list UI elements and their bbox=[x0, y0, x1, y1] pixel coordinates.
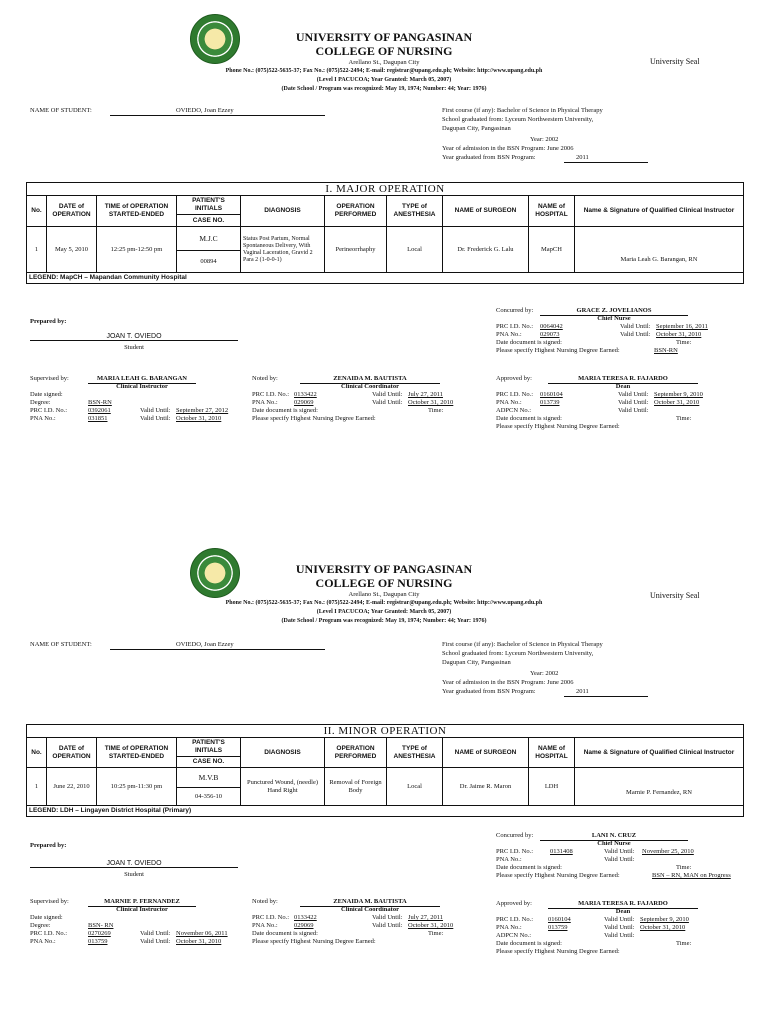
col-instructor: Name & Signature of Qualified Clinical Instructor bbox=[575, 738, 744, 768]
col-operation: OPERATION PERFORMED bbox=[325, 196, 387, 227]
form-minor-operation bbox=[0, 536, 768, 1024]
header-row bbox=[27, 196, 744, 215]
concurred-pna-valid-label: Valid Until: bbox=[604, 856, 635, 863]
col-anesthesia: TYPE of ANESTHESIA bbox=[387, 738, 443, 768]
col-instructor: Name & Signature of Qualified Clinical Instructor bbox=[575, 196, 744, 227]
year-graduated: 2011 bbox=[564, 154, 648, 163]
noted-pna-label: PNA No.: bbox=[252, 922, 278, 929]
approved-prc-valid: September 9, 2010 bbox=[640, 916, 689, 923]
concurred-name: LANI N. CRUZ bbox=[540, 832, 688, 841]
col-case-no: CASE NO. bbox=[177, 757, 241, 768]
approved-prc-label: PRC I.D. No.: bbox=[496, 916, 534, 923]
approved-date-signed: Date document is signed: bbox=[496, 940, 562, 947]
row-initials: M.J.C bbox=[177, 227, 241, 251]
minor-operation-table bbox=[26, 724, 744, 817]
col-hospital: NAME of HOSPITAL bbox=[529, 196, 575, 227]
supervised-prc-valid-label: Valid Until: bbox=[140, 407, 171, 414]
supervised-role: Clinical Instructor bbox=[116, 906, 168, 913]
supervised-prc: 0392061 bbox=[88, 407, 111, 414]
university-seal-logo bbox=[190, 14, 240, 64]
seal-label: University Seal bbox=[650, 591, 700, 600]
supervised-pna-valid: October 31, 2010 bbox=[176, 938, 222, 945]
table-row bbox=[27, 768, 744, 788]
first-course: First course (if any): Bachelor of Science in Physical Therapy bbox=[442, 641, 603, 648]
approved-pna-valid: October 31, 2010 bbox=[654, 399, 700, 406]
concurred-prc-valid-label: Valid Until: bbox=[604, 848, 635, 855]
concurred-prc-valid: September 16, 2011 bbox=[656, 323, 708, 330]
concurred-role: Chief Nurse bbox=[597, 315, 631, 322]
supervised-prc-label: PRC I.D. No.: bbox=[30, 407, 68, 414]
noted-degree-label: Please specify Highest Nursing Degree Earned: bbox=[252, 415, 376, 422]
school-graduated: School graduated from: Lyceum Northwestern University, bbox=[442, 650, 594, 657]
noted-date-signed: Date document is signed: bbox=[252, 407, 318, 414]
concurred-label: Concurred by: bbox=[496, 307, 534, 314]
col-initials: PATIENT'S INITIALS bbox=[177, 738, 241, 757]
approved-prc-valid: September 9, 2010 bbox=[654, 391, 703, 398]
noted-pna-valid: October 31, 2010 bbox=[408, 399, 454, 406]
supervised-pna: 031851 bbox=[88, 415, 108, 422]
recognition: (Date School / Program was recognized: May 19, 1974; Number: 44; Year: 1976) bbox=[281, 618, 487, 624]
noted-pna-label: PNA No.: bbox=[252, 399, 278, 406]
address: Arellano St., Dagupan City bbox=[348, 591, 420, 598]
noted-prc-valid: July 27, 2011 bbox=[408, 914, 443, 921]
col-date: DATE of OPERATION bbox=[47, 196, 97, 227]
concurred-prc-valid: November 25, 2010 bbox=[642, 848, 694, 855]
col-hospital: NAME of HOSPITAL bbox=[529, 738, 575, 768]
concurred-prc: 0131408 bbox=[550, 848, 573, 855]
noted-pna-valid-label: Valid Until: bbox=[372, 922, 403, 929]
supervised-label: Supervised by: bbox=[30, 375, 69, 382]
approved-adpcn-valid-label: Valid Until: bbox=[604, 932, 635, 939]
concurred-pna-valid-label: Valid Until: bbox=[620, 331, 651, 338]
recognition: (Date School / Program was recognized: May 19, 1974; Number: 44; Year: 1976) bbox=[281, 86, 487, 92]
noted-prc-label: PRC I.D. No.: bbox=[252, 914, 290, 921]
approved-name: MARIA TERESA R. FAJARDO bbox=[548, 900, 698, 909]
row-case-no: 00894 bbox=[177, 251, 241, 273]
noted-prc: 0133422 bbox=[294, 914, 317, 921]
noted-pna-valid: October 31, 2010 bbox=[408, 922, 454, 929]
table-row bbox=[27, 227, 744, 251]
col-operation: OPERATION PERFORMED bbox=[325, 738, 387, 768]
col-anesthesia: TYPE of ANESTHESIA bbox=[387, 196, 443, 227]
col-diagnosis: DIAGNOSIS bbox=[241, 738, 325, 768]
approved-time-label: Time: bbox=[676, 940, 692, 947]
supervised-pna-label: PNA No.: bbox=[30, 415, 56, 422]
supervised-date-signed: Date signed: bbox=[30, 391, 63, 398]
noted-time-label: Time: bbox=[428, 930, 444, 937]
approved-degree-label: Please specify Highest Nursing Degree Earned: bbox=[496, 948, 620, 955]
concurred-pna-label: PNA No.: bbox=[496, 856, 522, 863]
row-operation: Perineorrhaphy bbox=[325, 227, 387, 273]
approved-adpcn-label: ADPCN No.: bbox=[496, 932, 532, 939]
row-instructor: Maria Leah G. Barangan, RN bbox=[575, 227, 744, 273]
col-diagnosis: DIAGNOSIS bbox=[241, 196, 325, 227]
approved-pna: 013759 bbox=[548, 924, 568, 931]
concurred-time-label: Time: bbox=[676, 339, 692, 346]
approved-name: MARIA TERESA R. FAJARDO bbox=[548, 375, 698, 384]
noted-degree-label: Please specify Highest Nursing Degree Earned: bbox=[252, 938, 376, 945]
col-case-no: CASE NO. bbox=[177, 215, 241, 227]
row-no: 1 bbox=[27, 768, 47, 806]
preparer-name: JOAN T. OVIEDO bbox=[106, 860, 162, 867]
noted-prc-valid: July 27, 2011 bbox=[408, 391, 443, 398]
row-anesthesia: Local bbox=[387, 227, 443, 273]
university-seal-logo bbox=[190, 548, 240, 598]
prepared-by-label: Prepared by: bbox=[30, 318, 67, 325]
approved-pna-valid-label: Valid Until: bbox=[618, 399, 649, 406]
contact-line: Phone No.: (075)522-5635-37; Fax No.: (075)522-2494; E-mail: registrar@upang.edu.ph; Website: http://www.upang.edu.ph bbox=[225, 68, 543, 74]
col-no: No. bbox=[27, 738, 47, 768]
noted-prc-label: PRC I.D. No.: bbox=[252, 391, 290, 398]
year-admission: Year of admission in the BSN Program: June 2006 bbox=[442, 145, 574, 152]
concurred-role: Chief Nurse bbox=[597, 840, 631, 847]
col-surgeon: NAME of SURGEON bbox=[443, 196, 529, 227]
noted-role: Clinical Coordinator bbox=[341, 383, 399, 390]
supervised-prc-valid-label: Valid Until: bbox=[140, 930, 171, 937]
concurred-pna-valid: October 31, 2010 bbox=[656, 331, 702, 338]
row-no: 1 bbox=[27, 227, 47, 273]
col-time: TIME of OPERATION STARTED-ENDED bbox=[97, 738, 177, 768]
seal-label: University Seal bbox=[650, 57, 700, 66]
row-diagnosis: Status Post Partum, Normal Spontaneous Delivery, With Vaginal Laceration, Gravid 2 Para 2 (1-0-0-1) bbox=[241, 227, 325, 273]
row-operation: Removal of Foreign Body bbox=[325, 768, 387, 806]
college-name: COLLEGE OF NURSING bbox=[315, 576, 453, 590]
col-no: No. bbox=[27, 196, 47, 227]
approved-prc-valid-label: Valid Until: bbox=[618, 391, 649, 398]
row-time: 10:25 pm-11:30 pm bbox=[97, 768, 177, 806]
noted-pna: 029069 bbox=[294, 399, 314, 406]
approved-prc-valid-label: Valid Until: bbox=[604, 916, 635, 923]
legend: LEGEND: LDH – Lingayen District Hospital (Primary) bbox=[27, 806, 744, 817]
supervised-label: Supervised by: bbox=[30, 898, 69, 905]
concurred-degree: BSN-RN bbox=[654, 347, 678, 354]
concurred-time-label: Time: bbox=[676, 864, 692, 871]
supervised-pna-label: PNA No.: bbox=[30, 938, 56, 945]
concurred-label: Concurred by: bbox=[496, 832, 534, 839]
year-graduated-label: Year graduated from BSN Program: bbox=[442, 688, 536, 695]
preparer-name: JOAN T. OVIEDO bbox=[106, 333, 162, 340]
concurred-prc-label: PRC I.D. No.: bbox=[496, 848, 534, 855]
supervised-date-signed: Date signed: bbox=[30, 914, 63, 921]
concurred-pna: 029073 bbox=[540, 331, 560, 338]
approved-prc-label: PRC I.D. No.: bbox=[496, 391, 534, 398]
approved-adpcn-valid-label: Valid Until: bbox=[618, 407, 649, 414]
supervised-prc: 0270269 bbox=[88, 930, 111, 937]
noted-name: ZENAIDA M. BAUTISTA bbox=[300, 375, 440, 384]
section-title: II. MINOR OPERATION bbox=[27, 725, 744, 738]
supervised-prc-label: PRC I.D. No.: bbox=[30, 930, 68, 937]
noted-role: Clinical Coordinator bbox=[341, 906, 399, 913]
supervised-degree: BSN-RN bbox=[88, 399, 112, 406]
student-name-label: NAME OF STUDENT: bbox=[30, 107, 92, 114]
concurred-pna-label: PNA No.: bbox=[496, 331, 522, 338]
col-time: TIME of OPERATION STARTED-ENDED bbox=[97, 196, 177, 227]
row-hospital: LDH bbox=[529, 768, 575, 806]
col-initials: PATIENT'S INITIALS bbox=[177, 196, 241, 215]
concurred-prc: 0064042 bbox=[540, 323, 563, 330]
supervised-pna: 013759 bbox=[88, 938, 108, 945]
concurred-degree-label: Please specify Highest Nursing Degree Earned: bbox=[496, 347, 620, 354]
noted-name: ZENAIDA M. BAUTISTA bbox=[300, 898, 440, 907]
school-city: Dagupan City, Pangasinan bbox=[442, 659, 511, 666]
noted-date-signed: Date document is signed: bbox=[252, 930, 318, 937]
header-row bbox=[27, 738, 744, 757]
supervised-name: MARNIE P. FERNANDEZ bbox=[88, 898, 196, 907]
student-name: OVIEDO, Joan Ezzey bbox=[110, 641, 325, 650]
supervised-pna-valid-label: Valid Until: bbox=[140, 938, 171, 945]
row-initials: M.V.B bbox=[177, 768, 241, 788]
approved-pna-label: PNA No.: bbox=[496, 399, 522, 406]
year-graduated-label: Year graduated from BSN Program: bbox=[442, 154, 536, 161]
row-time: 12:25 pm-12:50 pm bbox=[97, 227, 177, 273]
concurred-degree-label: Please specify Highest Nursing Degree Earned: bbox=[496, 872, 620, 879]
address: Arellano St., Dagupan City bbox=[348, 59, 420, 66]
approved-time-label: Time: bbox=[676, 415, 692, 422]
year-admission: Year of admission in the BSN Program: June 2006 bbox=[442, 679, 574, 686]
university-name: UNIVERSITY OF PANGASINAN bbox=[295, 562, 473, 576]
row-anesthesia: Local bbox=[387, 768, 443, 806]
approved-pna-label: PNA No.: bbox=[496, 924, 522, 931]
concurred-degree: BSN – RN, MAN on Progress bbox=[652, 872, 731, 879]
noted-prc: 0133422 bbox=[294, 391, 317, 398]
prepared-by-label: Prepared by: bbox=[30, 842, 67, 849]
student-name: OVIEDO, Joan Ezzey bbox=[110, 107, 325, 116]
supervised-degree-label: Degree: bbox=[30, 922, 51, 929]
concurred-prc-label: PRC I.D. No.: bbox=[496, 323, 534, 330]
approved-adpcn-label: ADPCN No.: bbox=[496, 407, 532, 414]
col-surgeon: NAME of SURGEON bbox=[443, 738, 529, 768]
approved-pna-valid-label: Valid Until: bbox=[604, 924, 635, 931]
approved-date-signed: Date document is signed: bbox=[496, 415, 562, 422]
row-instructor: Marnie P. Fernandez, RN bbox=[575, 768, 744, 806]
row-surgeon: Dr. Jaime R. Maron bbox=[443, 768, 529, 806]
row-date: May 5, 2010 bbox=[47, 227, 97, 273]
noted-label: Noted by: bbox=[252, 375, 278, 382]
row-surgeon: Dr. Frederick G. Lalu bbox=[443, 227, 529, 273]
contact-line: Phone No.: (075)522-5635-37; Fax No.: (075)522-2494; E-mail: registrar@upang.edu.ph; Website: http://www.upang.edu.ph bbox=[225, 600, 543, 606]
supervised-pna-valid-label: Valid Until: bbox=[140, 415, 171, 422]
year-graduated: 2011 bbox=[564, 688, 648, 697]
supervised-name: MARIA LEAH G. BARANGAN bbox=[88, 375, 196, 384]
row-date: June 22, 2010 bbox=[47, 768, 97, 806]
first-course: First course (if any): Bachelor of Science in Physical Therapy bbox=[442, 107, 603, 114]
supervised-role: Clinical Instructor bbox=[116, 383, 168, 390]
noted-pna: 029069 bbox=[294, 922, 314, 929]
supervised-degree-label: Degree: bbox=[30, 399, 51, 406]
noted-time-label: Time: bbox=[428, 407, 444, 414]
university-name: UNIVERSITY OF PANGASINAN bbox=[295, 30, 473, 44]
student-name-label: NAME OF STUDENT: bbox=[30, 641, 92, 648]
row-diagnosis: Punctured Wound, (needle) Hand Right bbox=[241, 768, 325, 806]
school-city: Dagupan City, Pangasinan bbox=[442, 125, 511, 132]
approved-label: Approved by: bbox=[496, 375, 532, 382]
approved-degree-label: Please specify Highest Nursing Degree Earned: bbox=[496, 423, 620, 430]
approved-prc: 0160104 bbox=[548, 916, 571, 923]
concurred-name: GRACE Z. JOVELIANOS bbox=[540, 307, 688, 316]
approved-pna-valid: October 31, 2010 bbox=[640, 924, 686, 931]
accreditation: (Level I PACUCOA; Year Granted: March 05, 2007) bbox=[316, 77, 452, 83]
noted-label: Noted by: bbox=[252, 898, 278, 905]
approved-role: Dean bbox=[615, 908, 631, 915]
noted-prc-valid-label: Valid Until: bbox=[372, 914, 403, 921]
concurred-date-signed: Date document is signed: bbox=[496, 339, 562, 346]
legend: LEGEND: MapCH – Mapandan Community Hospital bbox=[27, 273, 744, 284]
school-graduated: School graduated from: Lyceum Northwestern University, bbox=[442, 116, 594, 123]
year: Year: 2002 bbox=[530, 136, 559, 143]
supervised-prc-valid: September 27, 2012 bbox=[176, 407, 229, 414]
major-operation-table bbox=[26, 182, 744, 284]
row-case-no: 04-356-10 bbox=[177, 788, 241, 806]
approved-pna: 013739 bbox=[540, 399, 560, 406]
col-date: DATE of OPERATION bbox=[47, 738, 97, 768]
concurred-prc-valid-label: Valid Until: bbox=[620, 323, 651, 330]
row-hospital: MapCH bbox=[529, 227, 575, 273]
approved-role: Dean bbox=[615, 383, 631, 390]
supervised-pna-valid: October 31, 2010 bbox=[176, 415, 222, 422]
section-title: I. MAJOR OPERATION bbox=[27, 183, 744, 196]
approved-label: Approved by: bbox=[496, 900, 532, 907]
year: Year: 2002 bbox=[530, 670, 559, 677]
noted-prc-valid-label: Valid Until: bbox=[372, 391, 403, 398]
accreditation: (Level I PACUCOA; Year Granted: March 05, 2007) bbox=[316, 609, 452, 615]
preparer-role: Student bbox=[124, 871, 144, 878]
approved-prc: 0160104 bbox=[540, 391, 563, 398]
supervised-prc-valid: November 06, 2011 bbox=[176, 930, 228, 937]
preparer-role: Student bbox=[124, 344, 144, 351]
noted-pna-valid-label: Valid Until: bbox=[372, 399, 403, 406]
supervised-degree: BSN- RN bbox=[88, 922, 114, 929]
concurred-date-signed: Date document is signed: bbox=[496, 864, 562, 871]
college-name: COLLEGE OF NURSING bbox=[315, 44, 453, 58]
